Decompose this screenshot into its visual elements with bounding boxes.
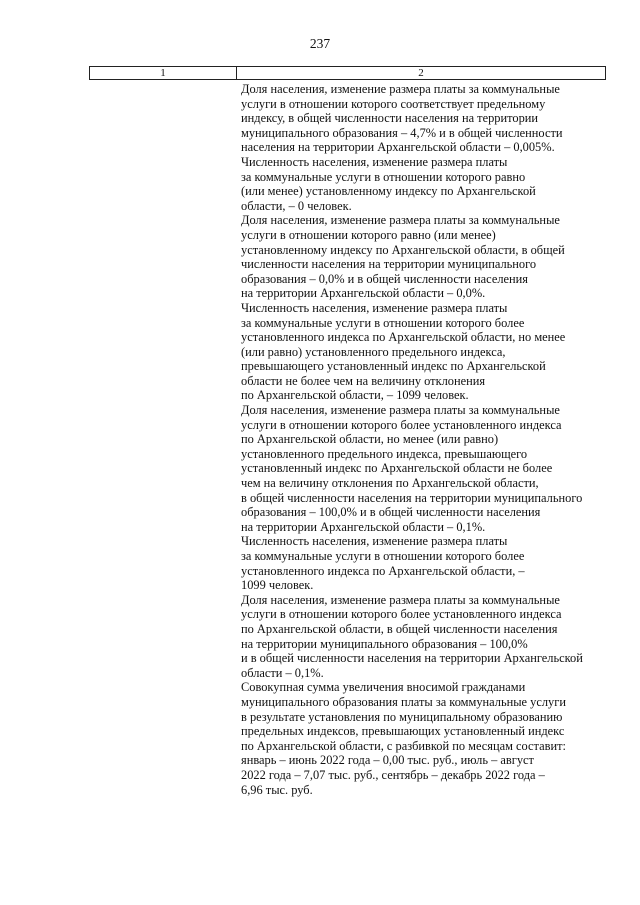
text-line: за коммунальные услуги в отношении которого более (241, 549, 525, 563)
document-text-block (241, 82, 603, 797)
text-line: области – 0,1%. (241, 665, 324, 680)
text-line: превышающего установленный индекс по Архангельской (241, 359, 546, 374)
text-line: Доля населения, изменение размера платы за коммунальные (241, 82, 560, 96)
text-line: чем на величину отклонения по Архангельской области, (241, 476, 539, 491)
text-line: предельных индексов, превышающих установленный индекс (241, 724, 565, 739)
text-line: услуги в отношении которого соответствует предельному (241, 96, 546, 111)
text-line: населения на территории Архангельской области – 0,005%. (241, 140, 555, 155)
text-line: на территории Архангельской области – 0,1%. (241, 519, 486, 534)
text-line: по Архангельской области, с разбивкой по месяцам составит: (241, 738, 566, 753)
text-line: муниципального образования – 4,7% и в общей численности (241, 125, 563, 140)
text-line: образования – 0,0% и в общей численности населения (241, 271, 528, 286)
text-line: Доля населения, изменение размера платы за коммунальные (241, 403, 560, 418)
text-line: за коммунальные услуги в отношении которого равно (241, 169, 526, 184)
text-line: Численность населения, изменение размера платы (241, 300, 508, 315)
column-number-2: 2 (237, 67, 606, 80)
text-line: (или менее) установленному индексу по Архангельской (241, 184, 536, 199)
text-line: установленного индекса по Архангельской области, – (241, 563, 525, 578)
text-line: по Архангельской области, в общей численности населения (241, 621, 558, 636)
text-line: на территории Архангельской области – 0,0%. (241, 286, 486, 301)
text-line: 2022 года – 7,07 тыс. руб., сентябрь – декабрь 2022 года – (241, 767, 545, 782)
column-number-1: 1 (90, 67, 237, 80)
text-line: численности населения на территории муниципального (241, 257, 537, 272)
text-line: Численность населения, изменение размера платы (241, 534, 508, 549)
text-line: услуги в отношении которого более установленного индекса (241, 417, 562, 432)
text-line: установленного индекса по Архангельской области, но менее (241, 330, 566, 345)
text-line: и в общей численности населения на территории Архангельской (241, 651, 583, 666)
text-line: услуги в отношении которого более установленного индекса (241, 607, 562, 622)
text-line: образования – 100,0% и в общей численности населения (241, 505, 541, 520)
text-line: муниципального образования платы за коммунальные услуги (241, 694, 566, 709)
text-line: услуги в отношении которого равно (или менее) (241, 227, 496, 242)
text-line: Доля населения, изменение размера платы за коммунальные (241, 213, 560, 228)
text-line: установленный индекс по Архангельской области не более (241, 461, 553, 476)
text-line: установленному индексу по Архангельской области, в общей (241, 242, 565, 257)
column-header-table (89, 66, 606, 80)
text-line: 6,96 тыс. руб. (241, 782, 313, 797)
text-line: (или равно) установленного предельного индекса, (241, 344, 506, 359)
page-number: 237 (309, 36, 331, 51)
text-line: индексу, в общей численности населения на территории (241, 111, 539, 126)
text-line: в общей численности населения на территории муниципального (241, 490, 583, 505)
text-line: области, – 0 человек. (241, 198, 352, 213)
text-line: по Архангельской области, но менее (или равно) (241, 432, 499, 447)
text-line: Совокупная сумма увеличения вносимой гражданами (241, 680, 526, 695)
text-line: на территории муниципального образования – 100,0% (241, 636, 528, 651)
text-line: Численность населения, изменение размера платы (241, 154, 508, 169)
column-header-row (90, 67, 606, 80)
text-line: Доля населения, изменение размера платы за коммунальные (241, 592, 560, 607)
text-line: установленного предельного индекса, превышающего (241, 446, 528, 461)
text-line: в результате установления по муниципальному образованию (241, 709, 563, 724)
text-line: за коммунальные услуги в отношении которого более (241, 315, 525, 330)
text-line: 1099 человек. (241, 578, 314, 593)
text-line: области не более чем на величину отклонения (241, 373, 486, 388)
text-line: январь – июнь 2022 года – 0,00 тыс. руб., июль – август (241, 753, 534, 768)
text-line: по Архангельской области, – 1099 человек. (241, 388, 469, 403)
